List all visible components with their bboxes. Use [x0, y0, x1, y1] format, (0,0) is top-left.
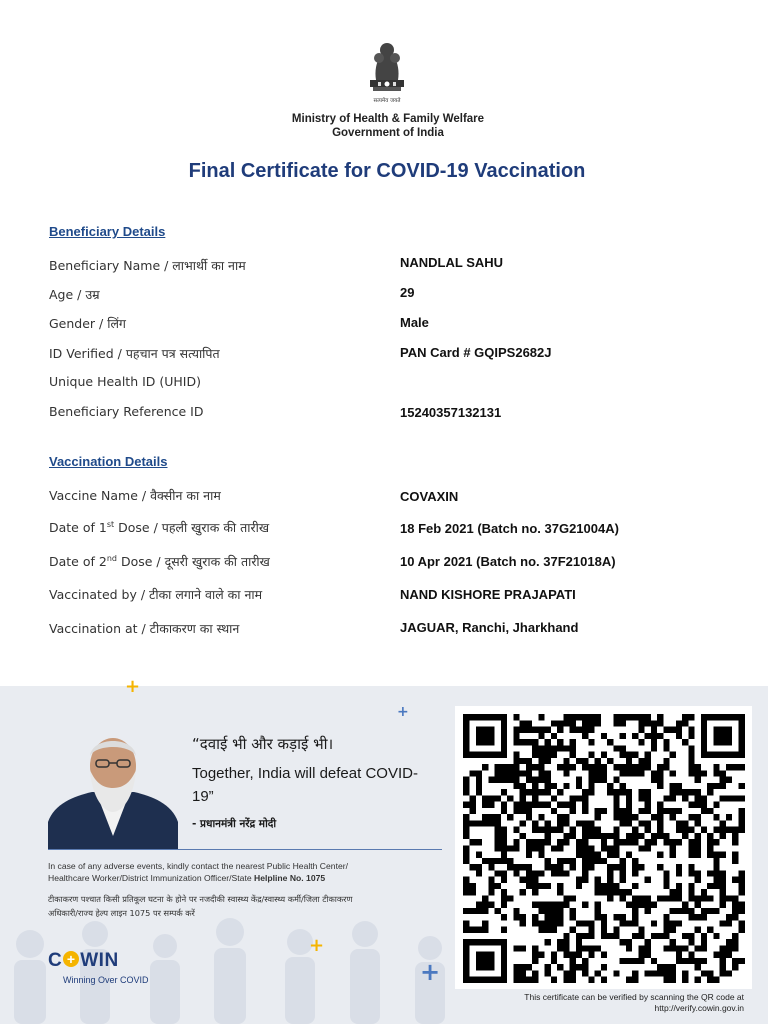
vaccination-at-value: JAGUAR, Ranchi, Jharkhand	[400, 620, 579, 635]
beneficiary-name-value: NANDLAL SAHU	[400, 255, 504, 270]
ministry-line-2: Government of India	[332, 127, 444, 139]
reference-id-label: Beneficiary Reference ID	[49, 404, 204, 419]
vaccine-name-value: COVAXIN	[400, 489, 459, 504]
age-label: Age / उम्र	[49, 287, 100, 302]
adverse-event-notice-hi: टीकाकरण पश्चात किसी प्रतिकूल घटना के होने पर नजदीकी स्वास्थ्य केंद्र/स्वास्थ्य कर्मी/जिला टीकाकरण अधिकारी/राज्य हेल्प लाइन 1075 पर सम्पर्क करें	[48, 894, 353, 918]
qr-finder-pattern	[701, 714, 745, 758]
age-value: 29	[400, 285, 415, 300]
certificate-title: Final Certificate for COVID-19 Vaccination	[188, 160, 586, 182]
person-photo	[48, 726, 178, 850]
plus-icon: +	[309, 935, 325, 956]
verify-notice: This certificate can be verified by scanning the QR code at http://verify.cowin.gov.in	[524, 992, 744, 1013]
ashoka-emblem-icon	[364, 38, 410, 106]
dose1-label: Date of 1st Dose / पहली खुराक की तारीख	[49, 519, 270, 535]
cowin-logo: C + WIN	[48, 950, 119, 971]
reference-id-value: 15240357132131	[400, 405, 502, 420]
vaccination-section-title: Vaccination Details	[49, 454, 168, 469]
id-verified-value: PAN Card # GQIPS2682J	[400, 345, 552, 360]
qr-finder-pattern	[463, 939, 507, 983]
gender-value: Male	[400, 315, 429, 330]
vaccinated-by-label: Vaccinated by / टीका लगाने वाले का नाम	[49, 587, 263, 602]
plus-icon: +	[420, 958, 441, 986]
quote-english: Together, India will defeat COVID-19”	[192, 765, 418, 805]
quote-hindi: “दवाई भी और कड़ाई भी।	[192, 735, 334, 753]
gender-label: Gender / लिंग	[49, 316, 126, 331]
beneficiary-name-label: Beneficiary Name / लाभार्थी का नाम	[49, 258, 246, 273]
cowin-tagline: Winning Over COVID	[63, 975, 149, 985]
emblem-motto: सत्यमेव जयते	[373, 98, 401, 104]
vaccine-name-label: Vaccine Name / वैक्सीन का नाम	[49, 488, 221, 503]
dose1-value: 18 Feb 2021 (Batch no. 37G21004A)	[400, 521, 619, 536]
qr-code-icon[interactable]	[463, 714, 745, 983]
divider	[48, 849, 442, 850]
helpline-number: Helpline No. 1075	[254, 873, 326, 883]
quote-author: - प्रधानमंत्री नरेंद्र मोदी	[192, 818, 277, 830]
uhid-label: Unique Health ID (UHID)	[49, 374, 201, 389]
vaccination-at-label: Vaccination at / टीकाकरण का स्थान	[49, 621, 240, 636]
plus-icon: +	[397, 704, 409, 720]
id-verified-label: ID Verified / पहचान पत्र सत्यापित	[49, 346, 220, 361]
dose2-label: Date of 2nd Dose / दूसरी खुराक की तारीख	[49, 553, 270, 569]
vaccinated-by-value: NAND KISHORE PRAJAPATI	[400, 587, 576, 602]
dose2-value: 10 Apr 2021 (Batch no. 37F21018A)	[400, 554, 616, 569]
plus-icon: +	[125, 676, 141, 697]
adverse-event-notice-en: In case of any adverse events, kindly contact the nearest Public Health Center/ Healthcare Worker/District Immunization Officer/State Helpline No. 1075	[48, 861, 348, 883]
cowin-plus-icon: +	[63, 951, 79, 967]
ministry-name	[0, 112, 768, 140]
ministry-line-1: Ministry of Health & Family Welfare	[291, 113, 485, 125]
qr-finder-pattern	[463, 714, 507, 758]
beneficiary-section-title: Beneficiary Details	[49, 224, 166, 239]
